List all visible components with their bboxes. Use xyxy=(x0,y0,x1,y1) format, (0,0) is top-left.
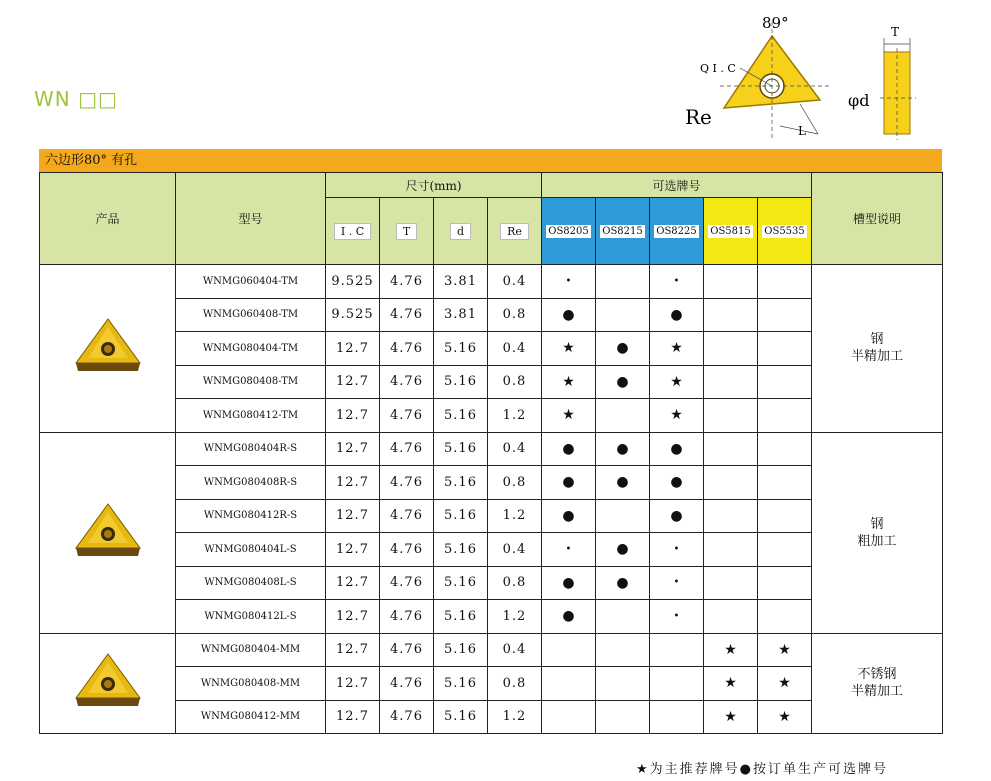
dim-re-cell: 0.8 xyxy=(488,298,542,332)
header-grade-os5815: OS5815 xyxy=(704,198,758,265)
grade-mark-cell xyxy=(758,566,812,600)
model-cell: WNMG080404-MM xyxy=(176,633,326,667)
dim-re-cell: 0.4 xyxy=(488,332,542,366)
dim-t-cell: 4.76 xyxy=(380,533,434,567)
dim-ic-cell: 12.7 xyxy=(326,700,380,734)
dim-re-cell: 1.2 xyxy=(488,499,542,533)
groove-desc-cell: 钢 半精加工 xyxy=(812,265,943,433)
dim-ic-cell: 12.7 xyxy=(326,633,380,667)
re-label: Re xyxy=(685,105,712,129)
insert-diagram xyxy=(680,8,930,146)
spec-table xyxy=(39,172,943,734)
grade-mark-cell xyxy=(596,700,650,734)
grade-mark-cell xyxy=(758,533,812,567)
model-cell: WNMG080404-TM xyxy=(176,332,326,366)
grade-mark-cell xyxy=(596,633,650,667)
grade-mark-cell xyxy=(704,365,758,399)
grade-mark-cell: • xyxy=(542,265,596,299)
dim-d-cell: 5.16 xyxy=(434,600,488,634)
insert-photo xyxy=(68,648,148,718)
grade-mark-cell xyxy=(704,566,758,600)
grade-mark-cell xyxy=(704,399,758,433)
header-grade-os8215: OS8215 xyxy=(596,198,650,265)
dim-t-cell: 4.76 xyxy=(380,566,434,600)
dim-t-cell: 4.76 xyxy=(380,432,434,466)
grade-mark-cell xyxy=(758,466,812,500)
grade-mark-cell xyxy=(542,667,596,701)
grade-mark-cell: ★ xyxy=(650,365,704,399)
dim-d-cell: 5.16 xyxy=(434,332,488,366)
insert-photo xyxy=(68,313,148,383)
grade-mark-cell: ● xyxy=(596,466,650,500)
header-model: 型号 xyxy=(176,173,326,265)
grade-mark-cell: ★ xyxy=(704,667,758,701)
grade-mark-cell: ● xyxy=(596,332,650,366)
grade-mark-cell: ● xyxy=(650,298,704,332)
grade-mark-cell xyxy=(650,667,704,701)
header-grade-os5535: OS5535 xyxy=(758,198,812,265)
dim-re-cell: 0.4 xyxy=(488,533,542,567)
grade-mark-cell: ★ xyxy=(758,700,812,734)
grade-mark-cell: ★ xyxy=(542,365,596,399)
dim-ic-cell: 12.7 xyxy=(326,365,380,399)
d-label: φd xyxy=(848,91,870,110)
table-row xyxy=(40,332,943,366)
dim-ic-cell: 9.525 xyxy=(326,265,380,299)
dim-ic-cell: 9.525 xyxy=(326,298,380,332)
table-row xyxy=(40,499,943,533)
series-label: WN xyxy=(34,87,71,111)
grade-mark-cell: ● xyxy=(650,499,704,533)
table-row xyxy=(40,600,943,634)
grade-mark-cell xyxy=(758,332,812,366)
header-dim-re: Re xyxy=(488,198,542,265)
product-image-cell xyxy=(40,265,176,433)
header-groove: 槽型说明 xyxy=(812,173,943,265)
grade-mark-cell: • xyxy=(542,533,596,567)
product-image-cell xyxy=(40,432,176,633)
grade-mark-cell xyxy=(596,600,650,634)
dim-ic-cell: 12.7 xyxy=(326,600,380,634)
grade-mark-cell: ★ xyxy=(650,332,704,366)
grade-mark-cell xyxy=(542,700,596,734)
dim-re-cell: 0.8 xyxy=(488,365,542,399)
grade-mark-cell xyxy=(650,633,704,667)
grade-mark-cell xyxy=(596,298,650,332)
model-cell: WNMG080408-MM xyxy=(176,667,326,701)
grade-mark-cell xyxy=(704,432,758,466)
grade-mark-cell: ● xyxy=(542,298,596,332)
dim-ic-cell: 12.7 xyxy=(326,499,380,533)
grade-mark-cell: ★ xyxy=(542,332,596,366)
dim-d-cell: 5.16 xyxy=(434,667,488,701)
model-cell: WNMG060404-TM xyxy=(176,265,326,299)
grade-mark-cell: • xyxy=(650,600,704,634)
grade-mark-cell xyxy=(704,298,758,332)
grade-mark-cell xyxy=(596,667,650,701)
grade-mark-cell xyxy=(704,499,758,533)
grade-mark-cell: ● xyxy=(650,432,704,466)
dim-re-cell: 0.4 xyxy=(488,265,542,299)
table-row xyxy=(40,298,943,332)
header-grade-os8225: OS8225 xyxy=(650,198,704,265)
model-cell: WNMG080412-MM xyxy=(176,700,326,734)
dim-re-cell: 1.2 xyxy=(488,600,542,634)
grade-mark-cell xyxy=(704,332,758,366)
model-cell: WNMG080412R-S xyxy=(176,499,326,533)
dim-re-cell: 0.4 xyxy=(488,432,542,466)
grade-mark-cell: ● xyxy=(596,566,650,600)
model-cell: WNMG080408-TM xyxy=(176,365,326,399)
header-grade-os8205: OS8205 xyxy=(542,198,596,265)
dim-ic-cell: 12.7 xyxy=(326,399,380,433)
dim-ic-cell: 12.7 xyxy=(326,566,380,600)
l-label: L xyxy=(798,124,806,138)
header-grades: 可选牌号 xyxy=(542,173,812,198)
grade-mark-cell: • xyxy=(650,566,704,600)
dim-d-cell: 5.16 xyxy=(434,700,488,734)
model-cell: WNMG080408L-S xyxy=(176,566,326,600)
dim-re-cell: 0.8 xyxy=(488,566,542,600)
model-cell: WNMG080412-TM xyxy=(176,399,326,433)
dim-ic-cell: 12.7 xyxy=(326,667,380,701)
grade-mark-cell: ● xyxy=(542,600,596,634)
series-title xyxy=(34,87,118,111)
insert-photo xyxy=(68,498,148,568)
grade-mark-cell: ● xyxy=(596,533,650,567)
dim-t-cell: 4.76 xyxy=(380,633,434,667)
grade-mark-cell: ● xyxy=(542,466,596,500)
groove-desc-cell: 钢 粗加工 xyxy=(812,432,943,633)
series-boxes: □□ xyxy=(78,87,118,111)
spec-table-body xyxy=(40,265,943,734)
grade-mark-cell: ★ xyxy=(758,633,812,667)
grade-mark-cell xyxy=(704,466,758,500)
groove-desc-cell: 不锈钢 半精加工 xyxy=(812,633,943,734)
table-row xyxy=(40,466,943,500)
dim-d-cell: 5.16 xyxy=(434,399,488,433)
grade-mark-cell xyxy=(758,432,812,466)
grade-mark-cell: ● xyxy=(650,466,704,500)
dim-t-cell: 4.76 xyxy=(380,298,434,332)
dim-d-cell: 5.16 xyxy=(434,365,488,399)
grade-mark-cell xyxy=(704,600,758,634)
grade-mark-cell xyxy=(704,265,758,299)
dim-re-cell: 1.2 xyxy=(488,700,542,734)
dim-d-cell: 5.16 xyxy=(434,533,488,567)
dim-d-cell: 3.81 xyxy=(434,298,488,332)
dim-ic-cell: 12.7 xyxy=(326,432,380,466)
grade-mark-cell: ● xyxy=(596,365,650,399)
grade-mark-cell: ● xyxy=(542,499,596,533)
dim-d-cell: 5.16 xyxy=(434,633,488,667)
dim-t-cell: 4.76 xyxy=(380,365,434,399)
table-row xyxy=(40,399,943,433)
grade-mark-cell xyxy=(758,298,812,332)
dim-t-cell: 4.76 xyxy=(380,399,434,433)
grade-mark-cell: ★ xyxy=(542,399,596,433)
header-dim-ic: I . C xyxy=(326,198,380,265)
grade-mark-cell xyxy=(758,600,812,634)
table-row xyxy=(40,432,943,466)
grade-mark-cell: • xyxy=(650,265,704,299)
dim-d-cell: 5.16 xyxy=(434,499,488,533)
model-cell: WNMG080412L-S xyxy=(176,600,326,634)
grade-mark-cell: ★ xyxy=(650,399,704,433)
t-label: T xyxy=(891,25,900,39)
table-row xyxy=(40,265,943,299)
dim-ic-cell: 12.7 xyxy=(326,466,380,500)
dim-t-cell: 4.76 xyxy=(380,265,434,299)
dim-re-cell: 1.2 xyxy=(488,399,542,433)
table-row xyxy=(40,700,943,734)
table-row xyxy=(40,667,943,701)
grade-mark-cell xyxy=(758,365,812,399)
grade-mark-cell: ● xyxy=(596,432,650,466)
table-row xyxy=(40,533,943,567)
header-dim-t: T xyxy=(380,198,434,265)
model-cell: WNMG080408R-S xyxy=(176,466,326,500)
dim-t-cell: 4.76 xyxy=(380,332,434,366)
grade-mark-cell: ● xyxy=(542,566,596,600)
table-row xyxy=(40,566,943,600)
grade-mark-cell: ● xyxy=(542,432,596,466)
model-cell: WNMG080404L-S xyxy=(176,533,326,567)
model-cell: WNMG060408-TM xyxy=(176,298,326,332)
header-dimensions: 尺寸(mm) xyxy=(326,173,542,198)
dim-d-cell: 5.16 xyxy=(434,466,488,500)
grade-mark-cell xyxy=(596,499,650,533)
grade-mark-cell xyxy=(542,633,596,667)
grade-mark-cell xyxy=(596,399,650,433)
grade-mark-cell: ★ xyxy=(704,700,758,734)
dim-d-cell: 5.16 xyxy=(434,432,488,466)
section-title: 六边形80° 有孔 xyxy=(39,149,942,172)
header-product: 产品 xyxy=(40,173,176,265)
table-row xyxy=(40,365,943,399)
dim-re-cell: 0.8 xyxy=(488,667,542,701)
dim-re-cell: 0.8 xyxy=(488,466,542,500)
grade-mark-cell xyxy=(758,265,812,299)
dim-t-cell: 4.76 xyxy=(380,700,434,734)
header-dim-d: d xyxy=(434,198,488,265)
grade-mark-cell: ★ xyxy=(758,667,812,701)
grade-mark-cell xyxy=(758,399,812,433)
grade-mark-cell xyxy=(704,533,758,567)
dim-t-cell: 4.76 xyxy=(380,499,434,533)
dim-re-cell: 0.4 xyxy=(488,633,542,667)
dim-t-cell: 4.76 xyxy=(380,466,434,500)
dim-t-cell: 4.76 xyxy=(380,667,434,701)
grade-mark-cell: • xyxy=(650,533,704,567)
grade-mark-cell xyxy=(596,265,650,299)
ic-label: Q I . C xyxy=(700,62,736,75)
grade-mark-cell xyxy=(650,700,704,734)
grade-mark-cell xyxy=(758,499,812,533)
dim-d-cell: 5.16 xyxy=(434,566,488,600)
legend: ★为主推荐牌号●按订单生产可选牌号 xyxy=(636,762,888,777)
dim-d-cell: 3.81 xyxy=(434,265,488,299)
dim-ic-cell: 12.7 xyxy=(326,332,380,366)
dim-ic-cell: 12.7 xyxy=(326,533,380,567)
dim-t-cell: 4.76 xyxy=(380,600,434,634)
product-image-cell xyxy=(40,633,176,734)
grade-mark-cell: ★ xyxy=(704,633,758,667)
angle-label: 89° xyxy=(762,14,789,32)
table-row xyxy=(40,633,943,667)
model-cell: WNMG080404R-S xyxy=(176,432,326,466)
